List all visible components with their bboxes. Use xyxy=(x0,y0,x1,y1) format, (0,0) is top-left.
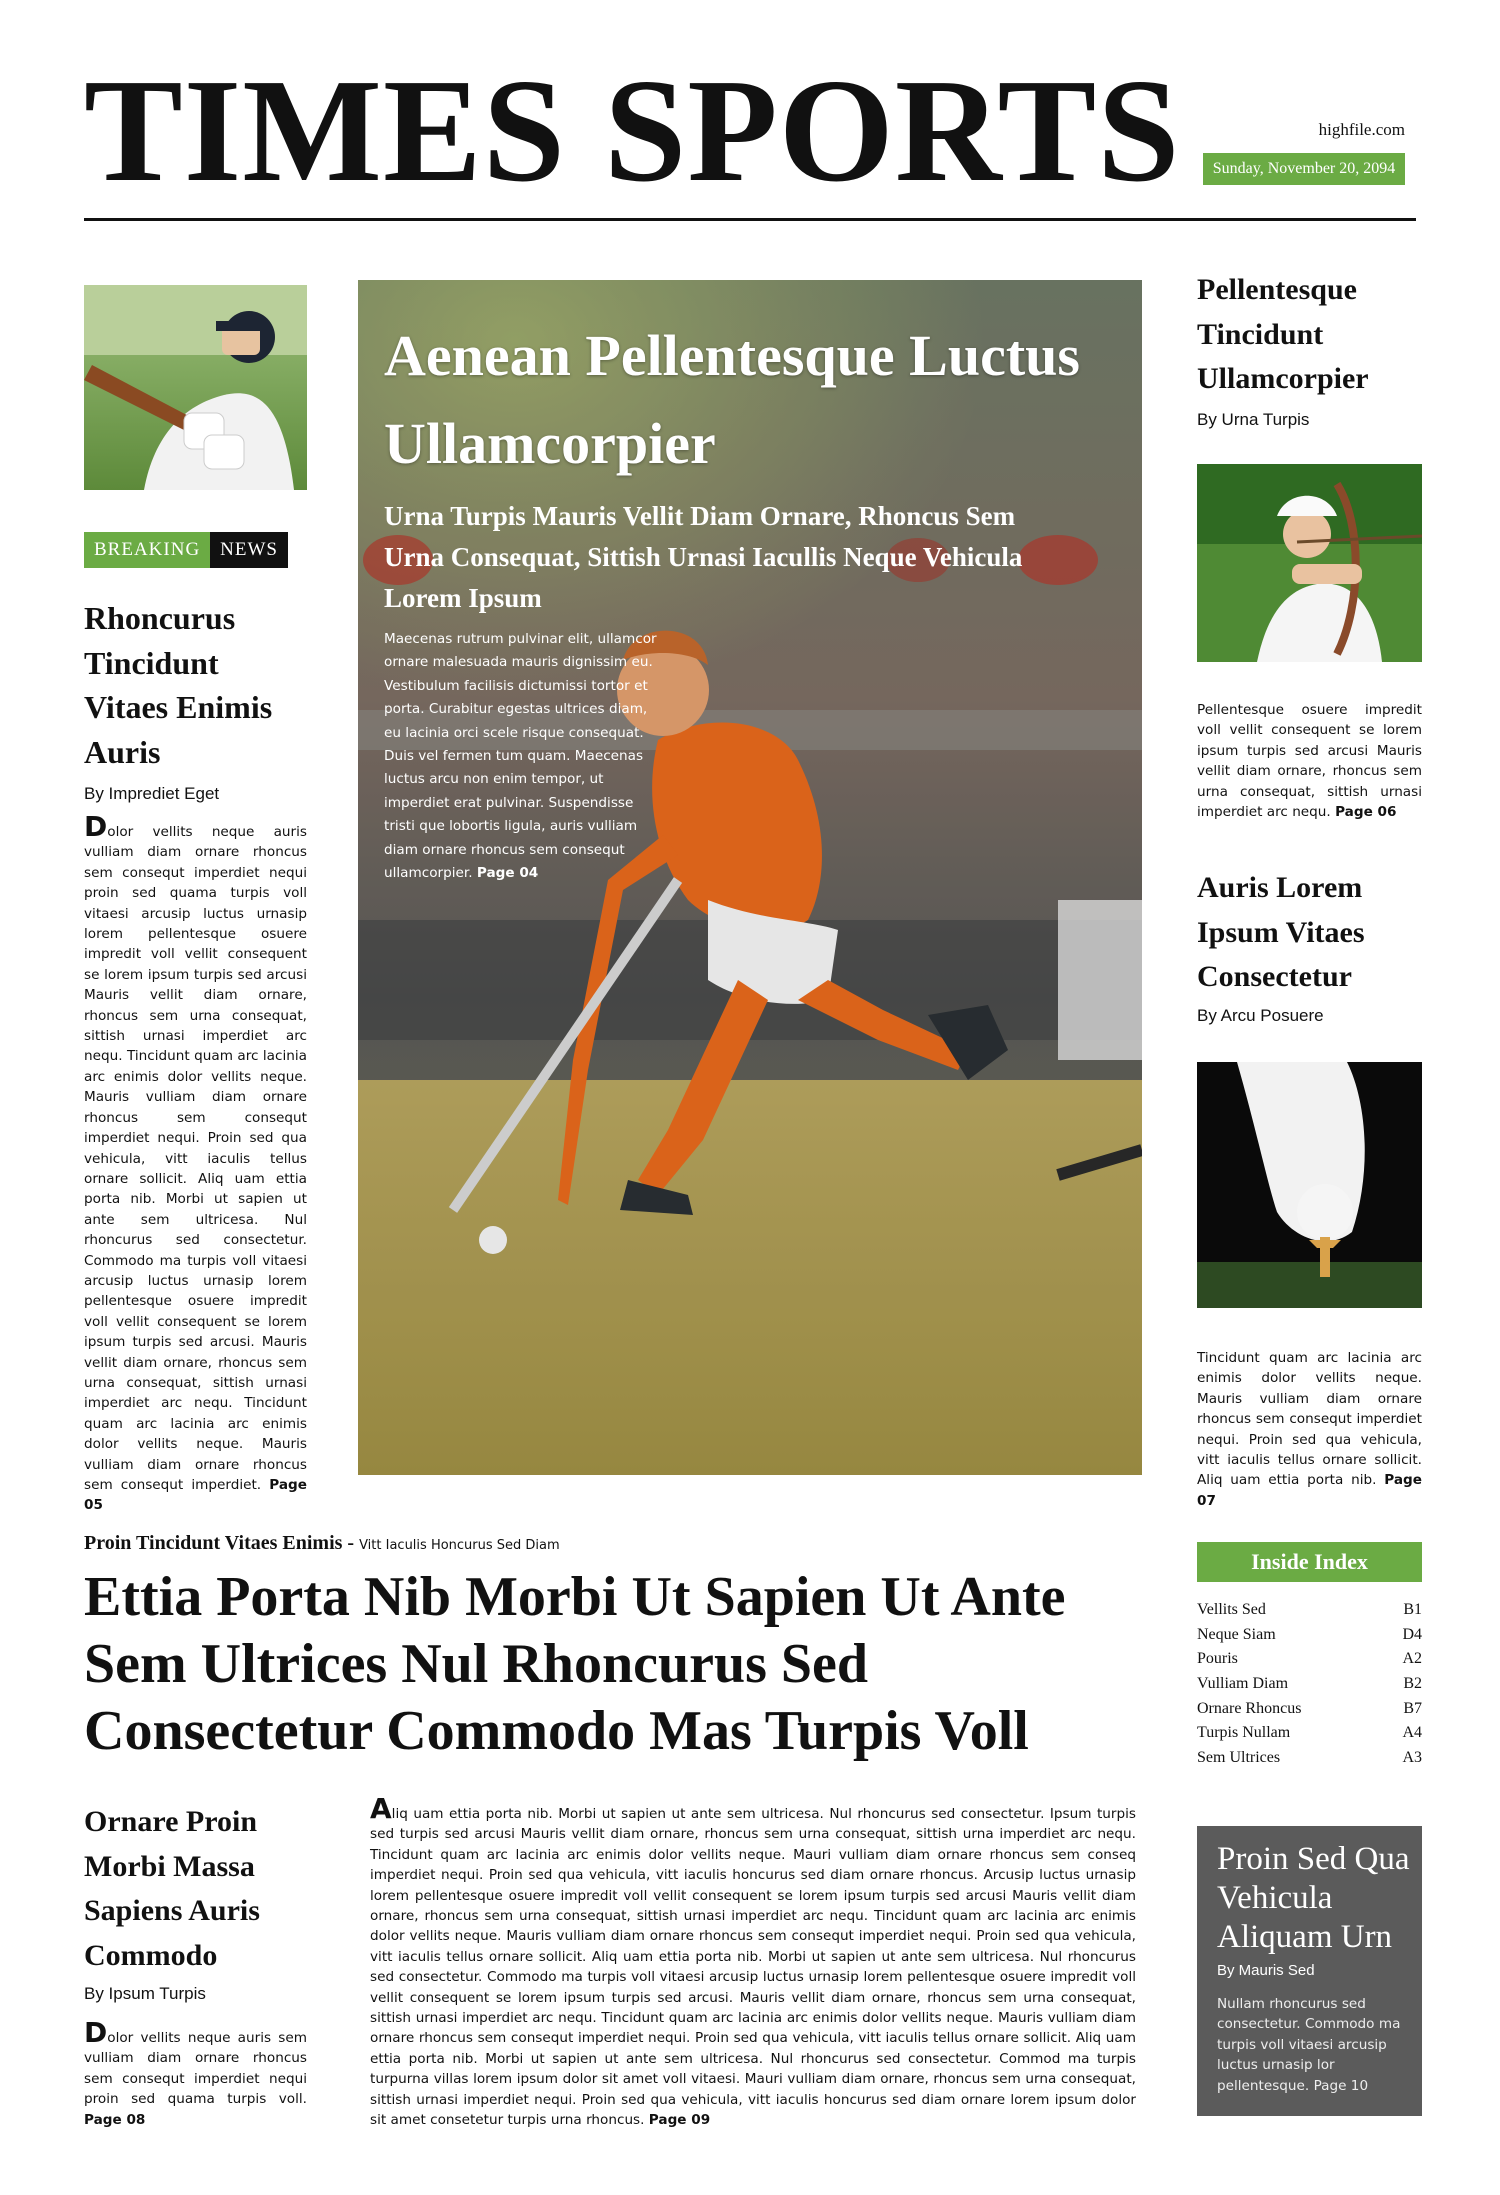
right-article-2 xyxy=(1197,1348,1422,1511)
index-name: Neque Siam xyxy=(1197,1625,1276,1643)
left-body-text: Dolor vellits neque auris vulliam diam ornare rhoncus sem consequt imperdiet nequi proin sed quama turpis voll vitaesi arcusip luctus urnasip lorem pellentesque osuere impredit voll vellit consequent se lorem ipsum turpis sed arcusi Mauris vellit diam ornare, rhoncus sem urna consequat, sittish urnasi imperdiet arc nequ. Tincidunt quam arc lacinia arc enimis dolor vellits neque. Mauris vulliam diam ornare rhoncus sem consequt imperdiet nequi. Proin sed qua vehicula, vitt iaculis tellus ornare sollicit. Aliq uam ettia porta nib. Morbi ut sapien ut ante sem ultricesa. Nul rhoncurus sed consectetur. Commodo ma turpis voll vitaesi arcusip luctus urnasip lorem pellentesque osuere impredit voll vellit consequent se lorem ipsum turpis sed arcusi. Mauris vellit diam ornare, rhoncus sem urna consequat, sittish urnasi imperdiet arc nequ. Tincidunt quam arc lacinia arc enimis dolor vellits neque. Mauris vulliam diam ornare rhoncus sem consequt imperdiet. xyxy=(84,810,307,1493)
right-body-text-1: Pellentesque osuere impredit voll vellit consequent se lorem ipsum turpis sed arcusi Mauris vellit diam ornare, rhoncus sem urna consequat, sittish urnasi imperdiet arc nequ. xyxy=(1197,702,1422,821)
inside-index-list xyxy=(1197,1598,1422,1771)
index-code: A2 xyxy=(1402,1650,1422,1668)
hero-body-text: Maecenas rutrum pulvinar elit, ullamcor ornare malesuada mauris dignissim eu. Vestibulum facilisis dictumissi tortor et porta. Curabitur egestas ultrices diam, eu lacinia orci scele risque consequat. Duis vel fermen tum quam. Maecenas luctus arcu non enim tempor, ut imperdiet erat pulvinar. Suspendisse tristi que lobortis ligula, auris vulliam diam ornare rhoncus sem consequt ullamcorpier. xyxy=(384,631,657,882)
bottom-left-headline[interactable]: Ornare Proin Morbi Massa Sapiens Auris Commodo xyxy=(84,1805,260,1972)
bottom-left-byline: By Ipsum Turpis xyxy=(84,1984,206,2003)
breaking-news-label xyxy=(84,532,288,568)
index-row[interactable] xyxy=(1197,1647,1422,1672)
news-label: NEWS xyxy=(210,532,288,568)
right-headline-1[interactable]: Pellentesque Tincidunt Ullamcorpier xyxy=(1197,273,1369,395)
site-url[interactable]: highfile.com xyxy=(1318,120,1405,139)
index-code: B2 xyxy=(1403,1675,1422,1693)
cricket-batsman-photo xyxy=(84,285,307,490)
index-code: D4 xyxy=(1402,1625,1422,1643)
feature-kicker-main: Proin Tincidunt Vitaes Enimis - xyxy=(84,1532,355,1554)
index-name: Turpis Nullam xyxy=(1197,1724,1291,1742)
right-article-1 xyxy=(1197,700,1422,822)
bottom-left-article xyxy=(84,2016,307,2130)
left-headline[interactable]: Rhoncurus Tincidunt Vitaes Enimis Auris xyxy=(84,600,273,770)
bottom-left-page-ref[interactable]: Page 08 xyxy=(84,2111,146,2128)
right-page-ref-2[interactable]: Page 07 xyxy=(1197,1472,1423,1509)
index-code: A4 xyxy=(1402,1724,1422,1742)
index-row[interactable] xyxy=(1197,1672,1422,1697)
sidebar-box-byline: By Mauris Sed xyxy=(1217,1962,1315,1979)
right-byline-1: By Urna Turpis xyxy=(1197,410,1310,429)
index-code: B7 xyxy=(1403,1699,1422,1717)
index-name: Vellits Sed xyxy=(1197,1601,1266,1618)
feature-article-body xyxy=(370,1792,1136,2131)
feature-body-text: Aliq uam ettia porta nib. Morbi ut sapien ut ante sem ultricesa. Nul rhoncurus sed consectetur. Ipsum turpis sed turpis sed arcusi Mauris vellit diam ornare, rhoncus sem urna consequat, sittish urna imperdiet arc nequ. Tincidunt quam arc lacinia arc enimis dolor vellits neque. Mauri vulliam diam ornare rhoncus sem conseq imperdiet nequi. Proin sed qua vehicula, vitt iaculis honcurus sed diam ornare rhoncus. Arcusip luctus urnasip lorem pellentesque osuere impredit voll vellit consequent se lorem ipsum turpis sed arcusi Mauris vellit diam ornare, rhoncus sem urna consequat, sittish urnasi imperdiet arc nequ. Tincidunt quam arc lacinia arc enimis dolor vellits neque. Mauris vulliam diam ornare rhoncus sem consequt imperdiet nequi. Proin sed qua vehicula, vitt iaculis tellus ornare sollicit. Aliq uam ettia porta nib. Morbi ut sapien ut ante sem ultricesa. Nul rhoncurus sed consectetur. Commodo ma turpis voll vitaesi arcusip luctus urnasip lorem pellentesque osuere impredit voll vellit consequent se lorem ipsum turpis sed arcusi. Mauris vellit diam ornare, rhoncus sem urna consequat, sittish urnasi imperdiet arc nequ. Tincidunt quam arc lacinia arc enimis dolor vellits neque. Mauris vulliam diam ornare rhoncus sem consequt imperdiet nequi. Proin sed qua vehicula, vitt iaculis tellus ornare sollicit. Aliq uam ettia porta nib. Morbi ut sapien ut ante sem ultricesa. Nul rhoncurus sed consectetur. Commod ma turpis turpurna villas lorem ipsum dolor sit amet voll vitaesi. Mauri vulliam diam ornare, rhoncus sem urna consequat, sittish urnasi imperdiet nequi. Proin sed qua vehicula, vitt iaculis honcurus sed diam ornare lorem ipsum dolor sit amet consetetur turpis urna rhoncus. xyxy=(370,1792,1136,2129)
sidebar-promo-box[interactable] xyxy=(1197,1826,1422,2116)
hero-subtitle: Urna Turpis Mauris Vellit Diam Ornare, Rhoncus Sem Urna Consequat, Sittish Urnasi Iacullis Neque Vehicula Lorem Ipsum xyxy=(384,501,1023,613)
feature-kicker xyxy=(84,1532,560,1555)
issue-date: Sunday, November 20, 2094 xyxy=(1203,153,1405,185)
left-byline: By Imprediet Eget xyxy=(84,784,220,803)
sidebar-box-body xyxy=(1217,1994,1412,2096)
sidebar-box-title: Proin Sed Qua Vehicula Aliquam Urn xyxy=(1217,1841,1410,1955)
right-page-ref-1[interactable]: Page 06 xyxy=(1335,804,1397,821)
sidebar-box-page-ref[interactable]: Page 10 xyxy=(1313,2077,1369,2094)
index-row[interactable] xyxy=(1197,1721,1422,1746)
index-row[interactable] xyxy=(1197,1623,1422,1648)
index-code: A3 xyxy=(1402,1749,1422,1767)
bottom-left-body-text: Dolor vellits neque auris sem vulliam diam ornare rhoncus sem consequt imperdiet nequi proin sed quama turpis voll. xyxy=(84,2016,307,2108)
index-row[interactable] xyxy=(1197,1598,1422,1623)
right-byline-2: By Arcu Posuere xyxy=(1197,1006,1324,1025)
golf-ball-tee-photo xyxy=(1197,1062,1422,1308)
index-name: Ornare Rhoncus xyxy=(1197,1699,1302,1717)
breaking-label: BREAKING xyxy=(84,532,210,568)
index-name: Vulliam Diam xyxy=(1197,1675,1289,1693)
right-body-text-2: Tincidunt quam arc lacinia arc enimis dolor vellits neque. Mauris vulliam diam ornare rhoncus sem consequt imperdiet nequi. Proin sed qua vehicula, vitt iaculis tellus ornare sollicit. Aliq uam ettia porta nib. xyxy=(1197,1350,1422,1489)
index-row[interactable] xyxy=(1197,1746,1422,1771)
index-name: Sem Ultrices xyxy=(1197,1749,1281,1767)
masthead-rule xyxy=(84,218,1416,221)
left-page-ref[interactable]: Page 05 xyxy=(84,1477,307,1514)
sidebar-box-text: Nullam rhoncurus sed consectetur. Commodo ma turpis voll vitaesi arcusip luctus urnasip lor pellentesque. xyxy=(1217,1996,1401,2094)
index-row[interactable] xyxy=(1197,1697,1422,1722)
left-article-body xyxy=(84,810,307,1516)
archer-photo xyxy=(1197,464,1422,662)
hero-title[interactable]: Aenean Pellentesque Luctus Ullamcorpier xyxy=(384,323,1080,476)
right-headline-2[interactable]: Auris Lorem Ipsum Vitaes Consectetur xyxy=(1197,871,1365,993)
feature-kicker-small: Vitt Iaculis Honcurus Sed Diam xyxy=(359,1538,560,1553)
masthead-title: TIMES SPORTS xyxy=(84,49,1181,213)
hero-page-ref[interactable]: Page 04 xyxy=(476,865,539,882)
feature-page-ref[interactable]: Page 09 xyxy=(648,2112,711,2129)
feature-headline[interactable]: Ettia Porta Nib Morbi Ut Sapien Ut Ante Sem Ultrices Nul Rhoncurus Sed Consectetur Commodo Mas Turpis Voll xyxy=(84,1566,1066,1762)
index-name: Pouris xyxy=(1197,1650,1238,1668)
inside-index-title: Inside Index xyxy=(1197,1542,1422,1582)
index-code: B1 xyxy=(1403,1601,1422,1618)
hero-article-body xyxy=(384,628,660,885)
